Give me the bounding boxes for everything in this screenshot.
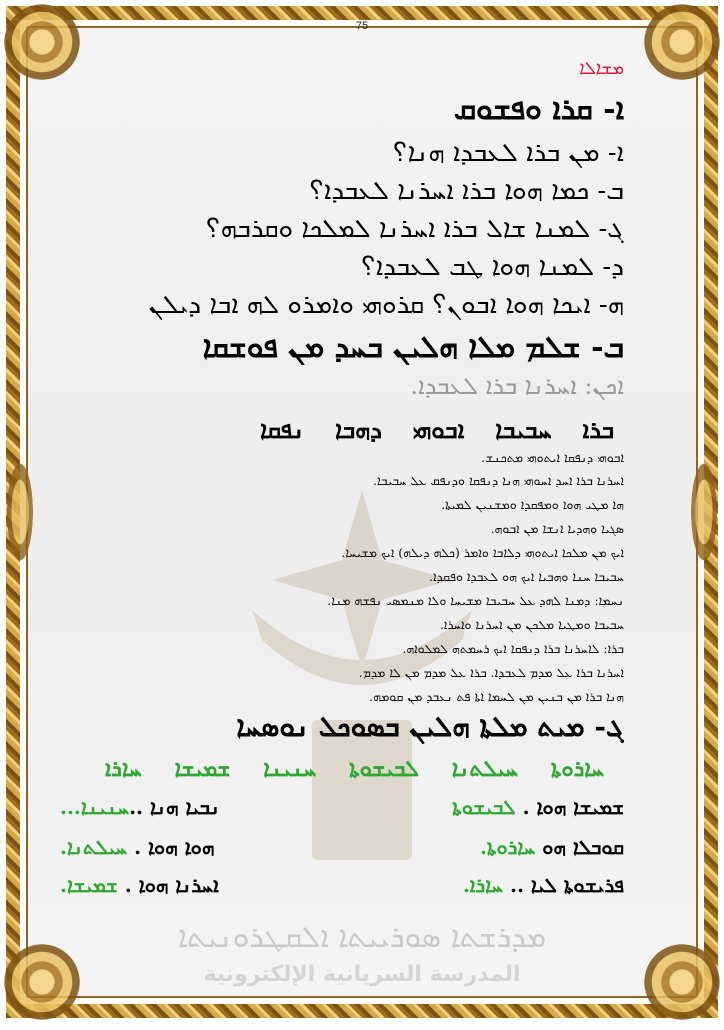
answer-row [60,835,624,859]
answer-right: ܦܪܝܫܘܬܐ ܠܝܐ .. ܚܐܪܐ. [462,873,624,897]
sentence-line: ܚܒܝܒܐ ܘܡܛܝܐ ܡܠܟܢ ܡܢ ܐܚܪܢܐ ܘܐܚܪܐ. [439,617,624,632]
watermark-arabic-text: المدرسة السريانية الإلكترونية [203,962,521,987]
sentence-line: ܗܐ ܡܛܝ ܗܘܐ ܘܡܦܩܕܐ ܘܡܫܢܝܢ ܠܡܝܬܐ. [441,497,624,512]
sentence-line: ܚܒܝܒܐ ܚܢܐ ܘܗܒܝܐ ܐܝܟ ܗܘ ܠܥܒܕܐ ܘܦܩܕܐ. [429,569,624,584]
exercise-title-b: ܒ- ܫܠܡ ܡܠܐ ܗܠܝܢ ܒܚܕ ܡܢ ܦܘܫܩܐ [202,330,624,365]
question-3: ܓ- ܠܡܢܐ ܫܐܠ ܒܪܐ ܐܚܪܢܐ ܠܡܠܟܐ ܘܩܪܒܗ؟ [206,214,624,244]
watermark-syriac-text: ܡܕܪܫܬܐ ܣܘܪܝܝܬܐ ܐܠܩܛܪܘܢܝܬܐ [177,920,547,955]
page-number: 75 [355,20,369,32]
answer-right: ܫܡܝܫܐ ܗܘܐ . ܠܒܝܫܘܬܐ [452,795,624,819]
green-word: ܚܐܪܐ [105,756,142,782]
sentence-line: ܐܝܟ ܡܢ ܡܠܟܐ ܐܝܬܘܗܝ ܕܠܐܒܐ ܘܐܡܪ (ܟܠܗ ܕܝܠܗ) ܐܝܟ ܡܫܝܚܐ. [341,545,624,560]
word-bank-item: ܢܦܩܐ [260,415,305,444]
green-word: ܠܒܝܫܘܬܐ [349,756,419,782]
question-5: ܗ- ܐܝܟܐ ܗܘܐ ܐܒܘܢ؟ ܩܪܘܗܝ ܘܐܡܪܘ ܠܗ ܐܒܐ ܕܝܠܢ [148,290,624,320]
answer-row [60,795,624,819]
sentence-line: ܐܒܘܗܝ ܕܢܦܩܐ ܐܝܬܘܗܝ ܡܬܟܢܫ. [481,450,624,465]
word-bank-item: ܐܒܘܗܝ [412,415,465,444]
question-1: ܐ- ܡܢ ܒܪܐ ܠܥܒܕܐ ܗܢܐ؟ [393,138,624,168]
answer-right: ܩܘܒܠܐ ܗܘ ܚܐܪܘܬܐ. [479,835,624,859]
answer-left: ܗܘܐ ܗܘܐ . ܚܝܠܬܢܐ. [60,835,215,859]
green-word: ܫܡܝܫܐ [174,756,231,782]
sentence-line: ܐܚܪܢܐ ܒܪܐ ܥܠ ܡܕܡ ܠܥܒܕܐ. ܒܪܐ ܥܠ ܡܕܡ ܡܢ ܠܐ ܡܕܡ. [358,665,624,680]
green-word: ܚܢܝܢܐ [263,756,317,782]
side-ornament-icon [0,437,40,587]
green-word: ܚܐܪܘܬܐ [550,756,604,782]
question-2: ܒ- ܟܡܐ ܗܘܐ ܒܪܐ ܐܚܪܢܐ ܠܥܒܕܐ؟ [309,176,624,206]
answer-left: ܢܒܝܐ ܗܢܐ ..ܚܢܝܢܐ... [60,795,220,819]
sentence-line: ܢܚܡܐ: ܕܡܢܐ ܠܗܕ ܥܠ ܚܒܝܒܐ ܡܫܝܚܐ ܘܠܐ ܡܢܡܣܝ ܢܦܫܗ ܡܢܐ. [327,593,624,608]
word-bank [260,415,614,444]
word-bank-item: ܕܗܒܐ [335,415,383,444]
word-bank-item: ܚܒܝܒܐ [495,415,552,444]
sentence-line: ܗܢܐ ܒܪܐ ܡܢ ܒܢܝܢ ܡܢ ܠܚܡܐ ܐܬܐ ܦܬ ܢܥܒܕ ܡܢ ܩܘܡܗ. [369,689,624,704]
sentence-line: ܐܚܪܢܐ ܒܪܐ ܐܚܕ ܐܚܘܗܝ ܗܢܐ ܕܢܦܩܐ ܘܕܢܦܩ ܥܠ ܚܒܝܒܐ. [373,473,624,488]
green-word-bank [105,756,604,782]
side-ornament-icon [684,437,724,587]
question-4: ܕ- ܠܡܢܐ ܗܘܐ ܛܒ ܠܥܒܕܐ؟ [361,252,624,282]
sentence-line: ܣܓܝܐ ܘܗܕܝܐ ܐܢܫܐ ܡܢ ܐܒܘܗ. [490,521,624,536]
exercise-title-c: ܓ- ܡܝܬ ܡܠܬܐ ܗܠܝܢ ܒܣܘܟܠ ܢܘܣܚܐ [236,710,624,743]
sentence-line: ܒܪܐ: ܠܐܚܪܢܐ ܒܪܐ ܕܢܦܩܐ ܐܝܟ ܪܚܡܬܗ ܠܡܠܘܐܗ. [402,641,624,656]
answer-row [60,873,624,897]
word-bank-item: ܒܪܐ [582,415,614,444]
section-label: ܡܫܐܠܐ [579,58,624,79]
green-word: ܚܝܠܬܢܐ [451,756,518,782]
exercise-title-a: ܐ- ܩܪܐ ܘܦܫܘܩ [453,92,624,127]
answer-left: ܐܚܪܢܐ ܗܘܐ . ܫܡܝܫܐ. [60,873,219,897]
example-line: ܐܟܢ: ܐܚܪܢܐ ܒܪܐ ܠܥܒܕܐ. [410,372,624,400]
